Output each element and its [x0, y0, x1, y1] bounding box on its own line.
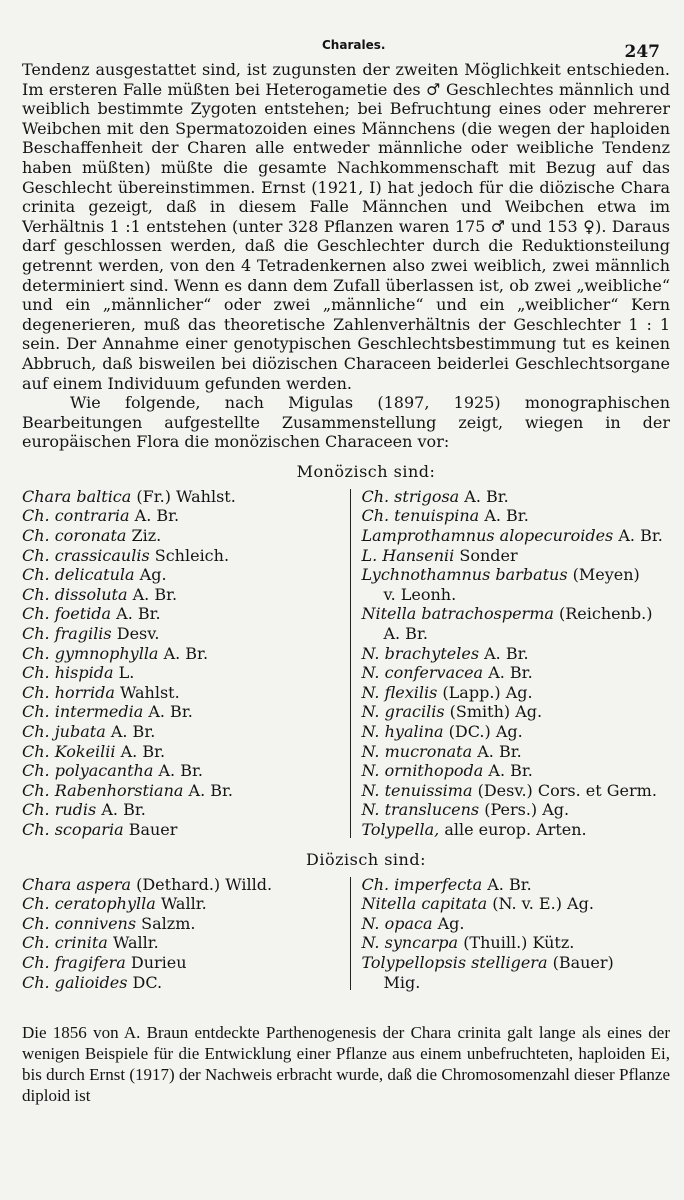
species-author: (N. v. E.) Ag. — [492, 894, 594, 914]
species-entry — [22, 506, 350, 526]
paragraph-1: Tendenz ausgestattet sind, ist zugunsten der zweiten Möglichkeit entschieden. Im ersteren Falle müßten bei Heterogametie des ♂ Geschlechtes männlich und weiblich bestimmte Zygoten entstehen; bei Befruchtung eines oder mehrerer Weibchen mit den Spermatozoiden eines Männchens (die wegen der haploiden Beschaffenheit der Charen alle entweder männliche oder weibliche Tendenz haben müßten) müßte die gesamte Nachkommenschaft mit Bezug auf das Geschlecht übereinstimmen. Ernst (1921, I) hat jedoch für die diözische Chara crinita gezeigt, daß in diesem Falle Männchen und Weibchen etwa im Verhältnis 1 :1 entstehen (unter 328 Pflanzen waren 175 ♂ und 153 ♀). Daraus darf geschlossen werden, daß die Geschlechter durch die Reduktionsteilung getrennt werden, von den 4 Tetradenkernen also zwei weiblich, zwei männlich determiniert sind. Wenn es dann dem Zufall überlassen ist, ob zwei „weibliche“ und ein „männlicher“ oder zwei „männliche“ und ein „weiblicher“ Kern degenerieren, muß das theoretische Zahlenverhältnis der Geschlechter 1 : 1 sein. Der Annahme einer genotypischen Geschlechtsbestimmung tut es keinen Abbruch, daß bisweilen bei diözischen Characeen beiderlei Geschlechtsorgane auf einem Individuum gefunden werden. — [22, 60, 670, 393]
species-name: Ch. delicatula — [22, 565, 135, 585]
species-name: Tolypellopsis stelligera — [361, 952, 548, 972]
species-author: (Reichenb.) — [559, 604, 653, 624]
species-name: N. tenuissima — [361, 780, 473, 800]
species-author: Durieu — [130, 952, 187, 972]
species-entry — [22, 644, 350, 664]
monoecious-left-column — [22, 487, 350, 840]
species-entry — [22, 487, 350, 507]
species-entry — [361, 875, 670, 895]
species-entry — [22, 683, 350, 703]
species-author: Salzm. — [141, 913, 196, 933]
species-author: Desv. — [116, 624, 160, 644]
species-entry — [361, 644, 670, 664]
species-name: Nitella batrachosperma — [361, 604, 554, 624]
species-name: Ch. galioides — [22, 972, 128, 992]
species-author: A. Br. — [134, 506, 180, 526]
species-name: N. hyalina — [361, 722, 444, 741]
species-entry — [22, 565, 350, 585]
species-author: (Desv.) Cors. et Germ. — [477, 780, 657, 800]
species-entry — [22, 953, 350, 973]
dioecious-list — [22, 875, 670, 993]
species-entry — [361, 953, 670, 973]
species-entry — [361, 973, 670, 993]
species-name: Lychnothamnus barbatus — [361, 565, 568, 585]
species-author: alle europ. Arten. — [444, 819, 587, 839]
page-number: 247 — [624, 42, 660, 62]
species-author: Wallr. — [112, 933, 159, 953]
species-author: Sonder — [459, 545, 518, 565]
species-entry — [22, 914, 350, 934]
species-author: A. Br. — [158, 761, 203, 781]
species-author: A. Br. — [488, 663, 533, 683]
running-head: Charales. — [322, 38, 386, 52]
species-author: Ag. — [139, 565, 167, 585]
species-name: Ch. rudis — [22, 800, 97, 820]
species-entry — [22, 604, 350, 624]
species-entry — [22, 702, 350, 722]
species-name: Ch. contraria — [22, 506, 130, 526]
dioecious-left-column — [22, 875, 350, 993]
species-name: N. translucens — [361, 800, 480, 820]
species-entry — [361, 933, 670, 953]
species-author: A. Br. — [116, 604, 161, 624]
species-author: A. Br. — [163, 643, 209, 663]
species-entry — [22, 875, 350, 895]
species-name: N. gracilis — [361, 702, 445, 722]
species-entry — [361, 585, 670, 605]
species-author: A. Br. — [120, 741, 166, 761]
species-entry — [361, 742, 670, 762]
species-name: Ch. crassicaulis — [22, 545, 150, 565]
species-entry — [361, 914, 670, 934]
species-author: A. Br. — [618, 526, 663, 546]
species-entry — [361, 487, 670, 507]
species-name: N. flexilis — [361, 682, 438, 702]
species-name: Ch. foetida — [22, 604, 112, 624]
species-author: Mig. — [383, 972, 421, 992]
species-author: A. Br. — [383, 624, 428, 644]
species-author: A. Br. — [464, 486, 509, 506]
species-name: Ch. intermedia — [22, 702, 144, 722]
species-author: (Dethard.) Willd. — [136, 874, 273, 894]
species-entry — [22, 663, 350, 683]
species-author: Wahlst. — [119, 682, 180, 702]
species-name: Nitella capitata — [361, 894, 488, 914]
species-entry — [22, 933, 350, 953]
species-name: Ch. connivens — [22, 913, 137, 933]
species-author: (Smith) Ag. — [449, 702, 543, 722]
species-entry — [22, 973, 350, 993]
species-entry — [361, 781, 670, 801]
species-entry — [361, 761, 670, 781]
species-author: A. Br. — [101, 800, 146, 820]
species-entry — [361, 722, 670, 742]
species-author: Wallr. — [160, 894, 207, 914]
species-name: N. opaca — [361, 913, 433, 933]
species-entry — [361, 702, 670, 722]
species-author: A. Br. — [477, 741, 522, 761]
species-entry — [361, 565, 670, 585]
species-name: Ch. Kokeilii — [22, 741, 116, 761]
species-entry — [361, 624, 670, 644]
paragraph-final: Die 1856 von A. Braun entdeckte Parthenogenesis der Chara crinita galt lange als eines der wenigen Beispiele für die Entwicklung einer Pflanze aus einem unbefruchteten, haploiden Ei, bis durch Ernst (1917) der Nachweis erbracht wurde, daß die Chromosomenzahl dieser Pflanze diploid ist — [22, 1023, 670, 1106]
species-name: Ch. horrida — [22, 682, 115, 702]
species-name: N. syncarpa — [361, 933, 459, 953]
species-entry — [361, 546, 670, 566]
species-author: (Fr.) Wahlst. — [136, 486, 236, 506]
species-name: Tolypella, — [361, 819, 440, 839]
species-author: (Bauer) — [552, 952, 614, 972]
species-entry — [22, 820, 350, 840]
species-name: Ch. strigosa — [361, 486, 460, 506]
species-author: A. Br. — [484, 643, 529, 663]
species-entry — [361, 683, 670, 703]
species-name: Ch. scoparia — [22, 819, 124, 839]
species-name: Ch. fragilis — [22, 624, 112, 644]
species-name: Lamprothamnus alopecuroides — [361, 526, 614, 546]
species-entry — [22, 781, 350, 801]
species-name: Ch. dissoluta — [22, 584, 128, 604]
species-name: N. ornithopoda — [361, 761, 484, 781]
species-entry — [361, 506, 670, 526]
species-author: L. — [118, 663, 135, 683]
species-name: N. mucronata — [361, 741, 473, 761]
species-entry — [22, 761, 350, 781]
species-author: A. Br. — [132, 584, 178, 604]
species-entry — [22, 742, 350, 762]
species-entry — [22, 722, 350, 742]
species-author: (Thuill.) Kütz. — [463, 933, 575, 953]
species-entry — [361, 894, 670, 914]
species-entry — [361, 800, 670, 820]
monoecious-right-column — [351, 487, 670, 840]
species-name: Ch. imperfecta — [361, 874, 483, 894]
species-entry — [22, 585, 350, 605]
species-author: Ag. — [437, 913, 465, 933]
species-name: Ch. jubata — [22, 722, 106, 741]
page-header — [22, 30, 670, 60]
species-author: (Pers.) Ag. — [484, 800, 570, 820]
species-entry — [22, 624, 350, 644]
dioecious-heading: Diözisch sind: — [306, 849, 426, 869]
species-name: Ch. hispida — [22, 663, 114, 683]
species-name: Ch. tenuispina — [361, 506, 480, 526]
species-name: Ch. coronata — [22, 526, 127, 546]
species-entry — [22, 546, 350, 566]
species-name: Chara baltica — [22, 486, 132, 506]
species-name: Ch. crinita — [22, 933, 108, 953]
species-entry — [361, 604, 670, 624]
species-entry — [22, 526, 350, 546]
species-author: A. Br. — [188, 780, 233, 800]
species-name: Ch. Rabenhorstiana — [22, 780, 184, 800]
species-entry — [361, 526, 670, 546]
species-author: Bauer — [128, 819, 178, 839]
species-author: Schleich. — [154, 545, 230, 565]
paragraph-2: Wie folgende, nach Migulas (1897, 1925) monographischen Bearbeitungen aufgestellte Zusammenstellung zeigt, wiegen in der europäischen Flora die monözischen Characeen vor: — [22, 393, 670, 452]
species-author: (Meyen) — [572, 565, 640, 585]
species-author: A. Br. — [484, 506, 529, 526]
species-name: L. Hansenii — [361, 545, 455, 565]
monoecious-heading: Monözisch sind: — [296, 461, 436, 481]
species-author: (DC.) Ag. — [448, 722, 523, 741]
species-author: (Lapp.) Ag. — [442, 682, 533, 702]
species-entry — [22, 800, 350, 820]
species-name: Ch. fragifera — [22, 952, 126, 972]
species-author: A. Br. — [110, 722, 156, 741]
species-name: Ch. polyacantha — [22, 761, 154, 781]
species-name: Ch. ceratophylla — [22, 894, 156, 914]
species-author: A. Br. — [148, 702, 193, 722]
species-author: v. Leonh. — [383, 584, 457, 604]
species-entry — [361, 663, 670, 683]
species-author: A. Br. — [488, 761, 533, 781]
species-entry — [22, 894, 350, 914]
species-author: DC. — [132, 972, 163, 992]
species-name: Chara aspera — [22, 874, 132, 894]
species-author: A. Br. — [487, 874, 532, 894]
dioecious-right-column — [351, 875, 670, 993]
species-author: Ziz. — [131, 526, 162, 546]
species-name: N. brachyteles — [361, 643, 480, 663]
species-name: Ch. gymnophylla — [22, 643, 159, 663]
monoecious-list — [22, 487, 670, 840]
species-entry — [361, 820, 670, 840]
species-name: N. confervacea — [361, 663, 484, 683]
